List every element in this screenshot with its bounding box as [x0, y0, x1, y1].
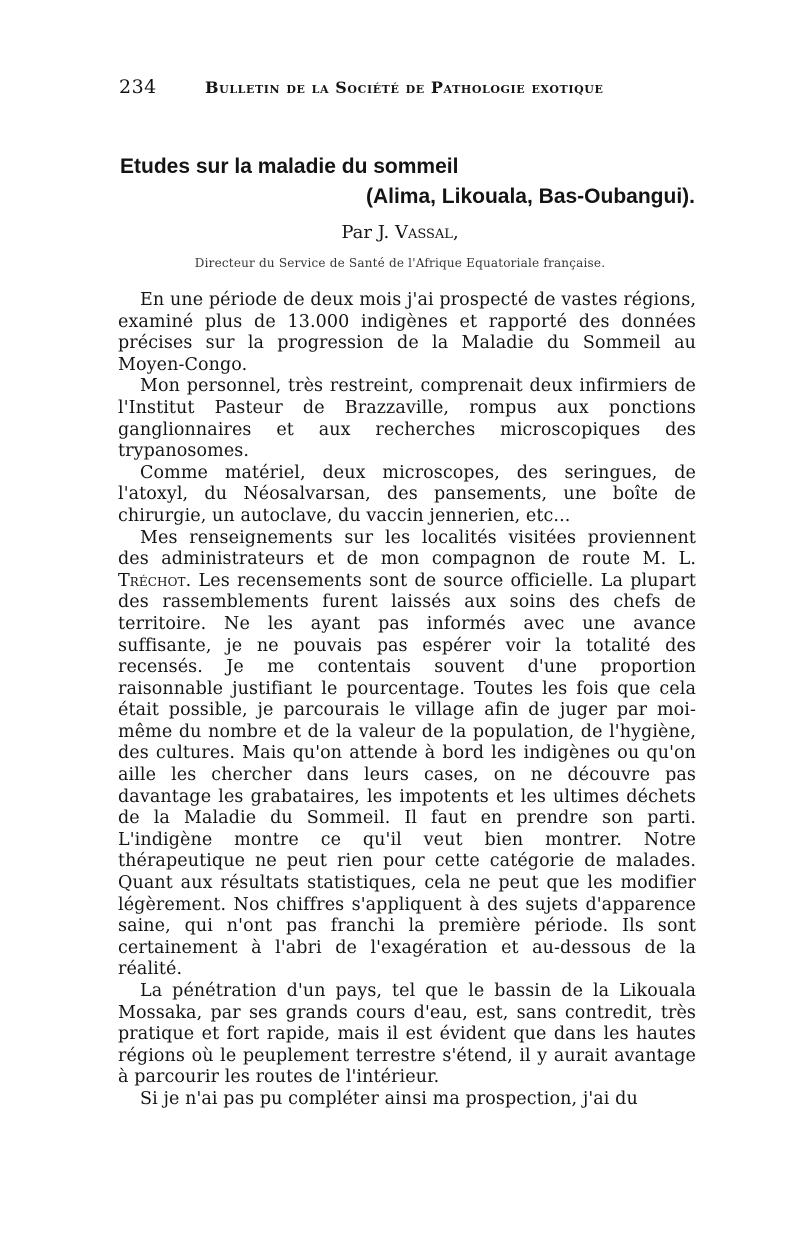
- author-affiliation: Directeur du Service de Santé de l'Afrique Equatoriale française.: [194, 256, 606, 270]
- paragraph-1: En une période de deux mois j'ai prospecté de vastes régions, examiné plus de 13.000 indigènes et rapporté des données précises sur la progression de la Maladie du Sommeil au Moyen-Congo.: [118, 290, 696, 375]
- author-prefix: Par J.: [341, 222, 395, 243]
- paragraph-3: Comme matériel, deux microscopes, des seringues, de l'atoxyl, du Néosalvarsan, des pansements, une boîte de chirurgie, un autoclave, du vaccin jennerien, etc...: [118, 462, 696, 526]
- paragraph-5: La pénétration d'un pays, tel que le bassin de la Likouala Mossaka, par ses grands cours d'eau, est, sans contredit, très pratique et fort rapide, mais il est évident que dans les hautes régions où le peuplement terrestre s'étend, il y aurait avantage à parcourir les routes de l'intérieur.: [118, 981, 696, 1088]
- article-title-line1: Etudes sur la maladie du sommeil: [120, 155, 459, 178]
- article-title-line2: (Alima, Likouala, Bas-Oubangui).: [365, 185, 695, 208]
- companion-name: Tréchot.: [118, 570, 192, 591]
- author-line: [0, 222, 800, 243]
- paragraph-6: Si je n'ai pas pu compléter ainsi ma prospection, j'ai du: [140, 1088, 638, 1109]
- page-header: [119, 76, 679, 106]
- paragraph-4-rest: Les recensements sont de source officielle. La plupart des rassemblements furent laissés aux soins des chefs de territoire. Ne les ayant pas informés avec une avance suffisante, je ne pouvais pas espérer voir la totalité des recensés. Je me contentais souvent d'une proportion raisonnable justifiant le pourcentage. Toutes les fois que cela était possible, je parcourais le village afin de juger par moi-même du nombre et de la valeur de la population, de l'hygiène, des cultures. Mais qu'on attende à bord les indigènes ou qu'on aille les chercher dans leurs cases, on ne découvre pas davantage les grabataires, les impotents et les ultimes déchets de la Maladie du Sommeil. Il faut en prendre son parti. L'indigène montre ce qu'il veut bien montrer. Notre thérapeutique ne peut rien pour cette catégorie de malades. Quant aux résultats statistiques, cela ne peut que les modifier légèrement. Nos chiffres s'appliquent à des sujets d'apparence saine, qui n'ont pas franchi la première période. Ils sont certainement à l'abri de l'exagération et au-dessous de la réalité.: [118, 570, 696, 980]
- page-number: 234: [119, 76, 157, 98]
- paragraph-4-start: Mes renseignements sur les localités visitées proviennent des administrateurs et de mon compagnon de route M. L.: [118, 527, 696, 570]
- paragraph-4: [118, 528, 696, 981]
- author-name: Vassal,: [394, 222, 459, 243]
- running-title: Bulletin de la Société de Pathologie exotique: [205, 78, 604, 97]
- article-title: [120, 152, 700, 212]
- article-body: [118, 290, 696, 1111]
- paragraph-2: Mon personnel, très restreint, comprenait deux infirmiers de l'Institut Pasteur de Brazzaville, rompus aux ponctions ganglionnaires et aux recherches microscopiques des trypanosomes.: [118, 376, 696, 462]
